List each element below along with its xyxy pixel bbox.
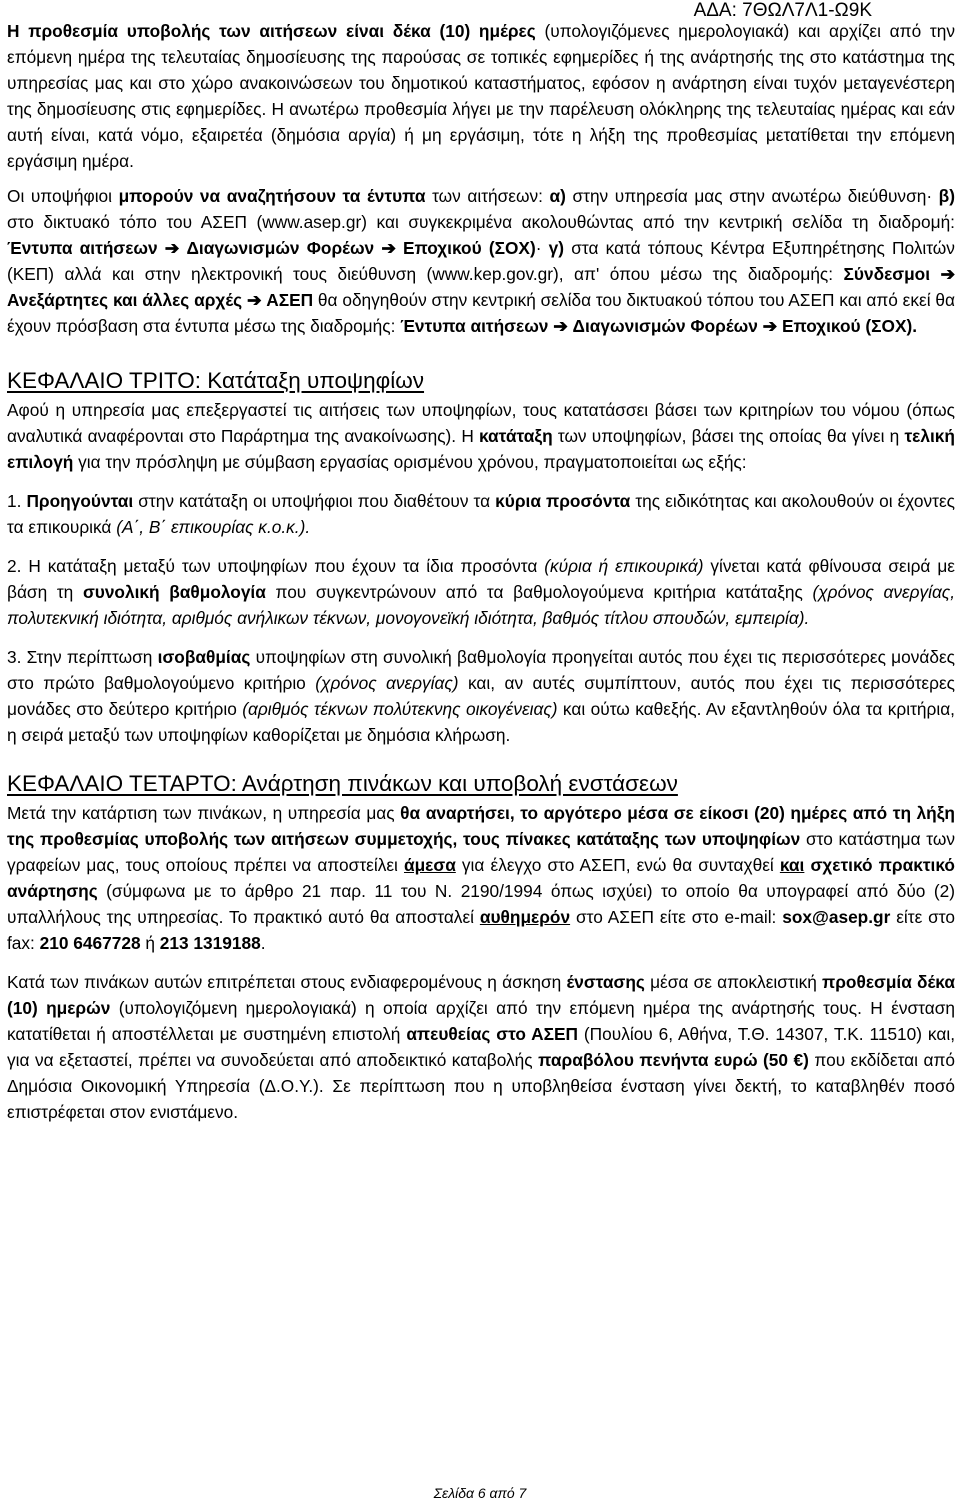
deadline-text: (υπολογιζόμενες ημερολογιακά) και αρχίζει από την επόμενη ημέρα της τελευταίας δημοσίευσης της παρούσας σε τοπικές εφημερίδες ή της ανάρτησής της στο κατάστημα της υπηρεσίας μας και στο χώρο ανακοινώσεων του δημοτικού καταστήματος, εφόσον η ανάρτηση είναι τυχόν μεταγενέστερη της δημοσίευσης στις εφημερίδες. Η ανωτέρω προθεσμία λήγει με την παρέλευση ολόκληρης της τελευταίας ημέρας και εάν αυτή είναι, κατά νόμο, εξαιρετέα (δημόσια αργία) ή μη εργάσιμη, τότε η λήξη της προθεσμίας μετατίθεται την επόμενη εργάσιμη ημέρα. xyxy=(7,21,955,171)
arrow-right-icon: ➔ xyxy=(381,238,396,258)
page-number: Σελίδα 6 από 7 xyxy=(433,1485,527,1501)
forms-paragraph: Οι υποψήφιοι μπορούν να αναζητήσουν τα έντυπα των αιτήσεων: α) στην υπηρεσία μας στην ανωτέρω διεύθυνση· β) στο δικτυακό τόπο του ΑΣΕΠ (www.asep.gr) και συγκεκριμένα ακολουθώντας από την κεντρική σελίδα τη διαδρομή: Έντυπα αιτήσεων ➔ Διαγωνισμών Φορέων ➔ Εποχικού (ΣΟΧ)· γ) στα κατά τόπους Κέντρα Εξυπηρέτησης Πολιτών (ΚΕΠ) αλλά και στην ηλεκτρονική τους διεύθυνση (www.kep.gov.gr), απ' όπου μέσω της διαδρομής: Σύνδεσμοι ➔ Ανεξάρτητες και άλλες αρχές ➔ ΑΣΕΠ θα οδηγηθούν στην κεντρική σελίδα του δικτυακού τόπου του ΑΣΕΠ και από εκεί θα έχουν πρόσβαση στα έντυπα μέσω της διαδρομής: Έντυπα αιτήσεων ➔ Διαγωνισμών Φορέων ➔ Εποχικού (ΣΟΧ). xyxy=(7,186,955,336)
objection-paragraph: Κατά των πινάκων αυτών επιτρέπεται στους ενδιαφερομένους η άσκηση ένστασης μέσα σε αποκλειστική προθεσμία δέκα (10) ημερών (υπολογιζόμενη ημερολογιακά) η οποία αρχίζει από την επόμενη ημέρα της ανάρτησής τους. Η ένσταση κατατίθεται ή αποστέλλεται με συστημένη επιστολή απευθείας στο ΑΣΕΠ (Πουλίου 6, Αθήνα, Τ.Θ. 14307, Τ.Κ. 11510) και, για να εξεταστεί, πρέπει να συνοδεύεται από αποδεικτικό καταβολής παραβόλου πενήντα ευρώ (50 €) που εκδίδεται από Δημόσια Οικονομική Υπηρεσία (Δ.Ο.Υ.). Σε περίπτωση που η υποβληθείσα ένσταση γίνει δεκτή, το καταβληθέν ποσό επιστρέφεται στον ενιστάμενο. xyxy=(7,972,956,1122)
asep-fax-1: 210 6467728 xyxy=(39,933,141,953)
arrow-right-icon: ➔ xyxy=(762,316,778,336)
asep-fax-2: 213 1319188 xyxy=(159,933,261,953)
chapter4-heading: ΚΕΦΑΛΑΙΟ ΤΕΤΑΡΤΟ: Ανάρτηση πινάκων και υποβολή ενστάσεων xyxy=(7,771,678,796)
document-body xyxy=(7,18,955,1125)
posting-paragraph: Μετά την κατάρτιση των πινάκων, η υπηρεσία μας θα αναρτήσει, το αργότερο μέσα σε είκοσι (20) ημέρες από τη λήξη της προθεσμίας υποβολής των αιτήσεων συμμετοχής, τους πίνακες κατάταξης των υποψηφίων στο κατάστημα των γραφείων μας, τους οποίους πρέπει να αποστείλει άμεσα για έλεγχο στο ΑΣΕΠ, ενώ θα συνταχθεί και σχετικό πρακτικό ανάρτησης (σύμφωνα με το άρθρο 21 παρ. 11 του Ν. 2190/1994 όπως ισχύει) το οποίο θα υπογραφεί από δύο (2) υπαλλήλους της υπηρεσίας. Το πρακτικό αυτό θα αποσταλεί αυθημερόν στο ΑΣΕΠ είτε στο e-mail: sox@asep.gr είτε στο fax: 210 6467728 ή 213 1319188. xyxy=(7,803,955,953)
arrow-right-icon: ➔ xyxy=(164,238,180,258)
deadline-paragraph xyxy=(7,18,955,174)
ranking-item-3: 3. Στην περίπτωση ισοβαθμίας υποψηφίων στη συνολική βαθμολογία προηγείται αυτός που έχει τις περισσότερες μονάδες στο πρώτο βαθμολογούμενο κριτήριο (χρόνος ανεργίας) και, αν αυτές συμπίπτουν, αυτός που έχει τις περισσότερες μονάδες στο δεύτερο κριτήριο (αριθμός τέκνων πολύτεκνης οικογένειας) και ούτω καθεξής. Αν εξαντληθούν όλα τα κριτήρια, η σειρά μεταξύ των υποψηφίων καθορίζεται με δημόσια κλήρωση. xyxy=(7,647,956,745)
ada-code: ΑΔΑ: 7ΘΩΛ7Λ1-Ω9Κ xyxy=(693,0,872,21)
chapter3-heading: ΚΕΦΑΛΑΙΟ ΤΡΙΤΟ: Κατάταξη υποψηφίων xyxy=(7,368,425,393)
ranking-item-1: 1. Προηγούνται στην κατάταξη οι υποψήφιοι που διαθέτουν τα κύρια προσόντα της ειδικότητας και ακολουθούν οι έχοντες τα επικουρικά (Α΄, Β΄ επικουρίας κ.ο.κ.). xyxy=(7,491,956,537)
arrow-right-icon: ➔ xyxy=(940,264,955,284)
ranking-item-2: 2. Η κατάταξη μεταξύ των υποψηφίων που έχουν τα ίδια προσόντα (κύρια ή επικουρικά) γίνεται κατά φθίνουσα σειρά με βάση τη συνολική βαθμολογία που συγκεντρώνουν από τα βαθμολογούμενα κριτήρια κατάταξης (χρόνος ανεργίας, πολυτεκνική ιδιότητα, αριθμός ανήλικων τέκνων, μονογονεϊκή ιδιότητα, βαθμός τίτλου σπουδών, εμπειρία). xyxy=(7,556,956,628)
asep-email: sox@asep.gr xyxy=(782,907,891,927)
ranking-paragraph: Αφού η υπηρεσία μας επεξεργαστεί τις αιτήσεις των υποψηφίων, τους κατατάσσει βάσει των κριτηρίων του νόμου (όπως αναλυτικά αναφέρονται στο Παράρτημα της ανακοίνωσης). Η κατάταξη των υποψηφίων, βάσει της οποίας θα γίνει η τελική επιλογή για την πρόσληψη με σύμβαση εργασίας ορισμένου χρόνου, πραγματοποιείται ως εξής: xyxy=(7,400,955,472)
deadline-bold: Η προθεσμία υποβολής των αιτήσεων είναι δέκα (10) ημέρες xyxy=(7,21,536,41)
arrow-right-icon: ➔ xyxy=(246,290,262,310)
arrow-right-icon: ➔ xyxy=(553,316,568,336)
